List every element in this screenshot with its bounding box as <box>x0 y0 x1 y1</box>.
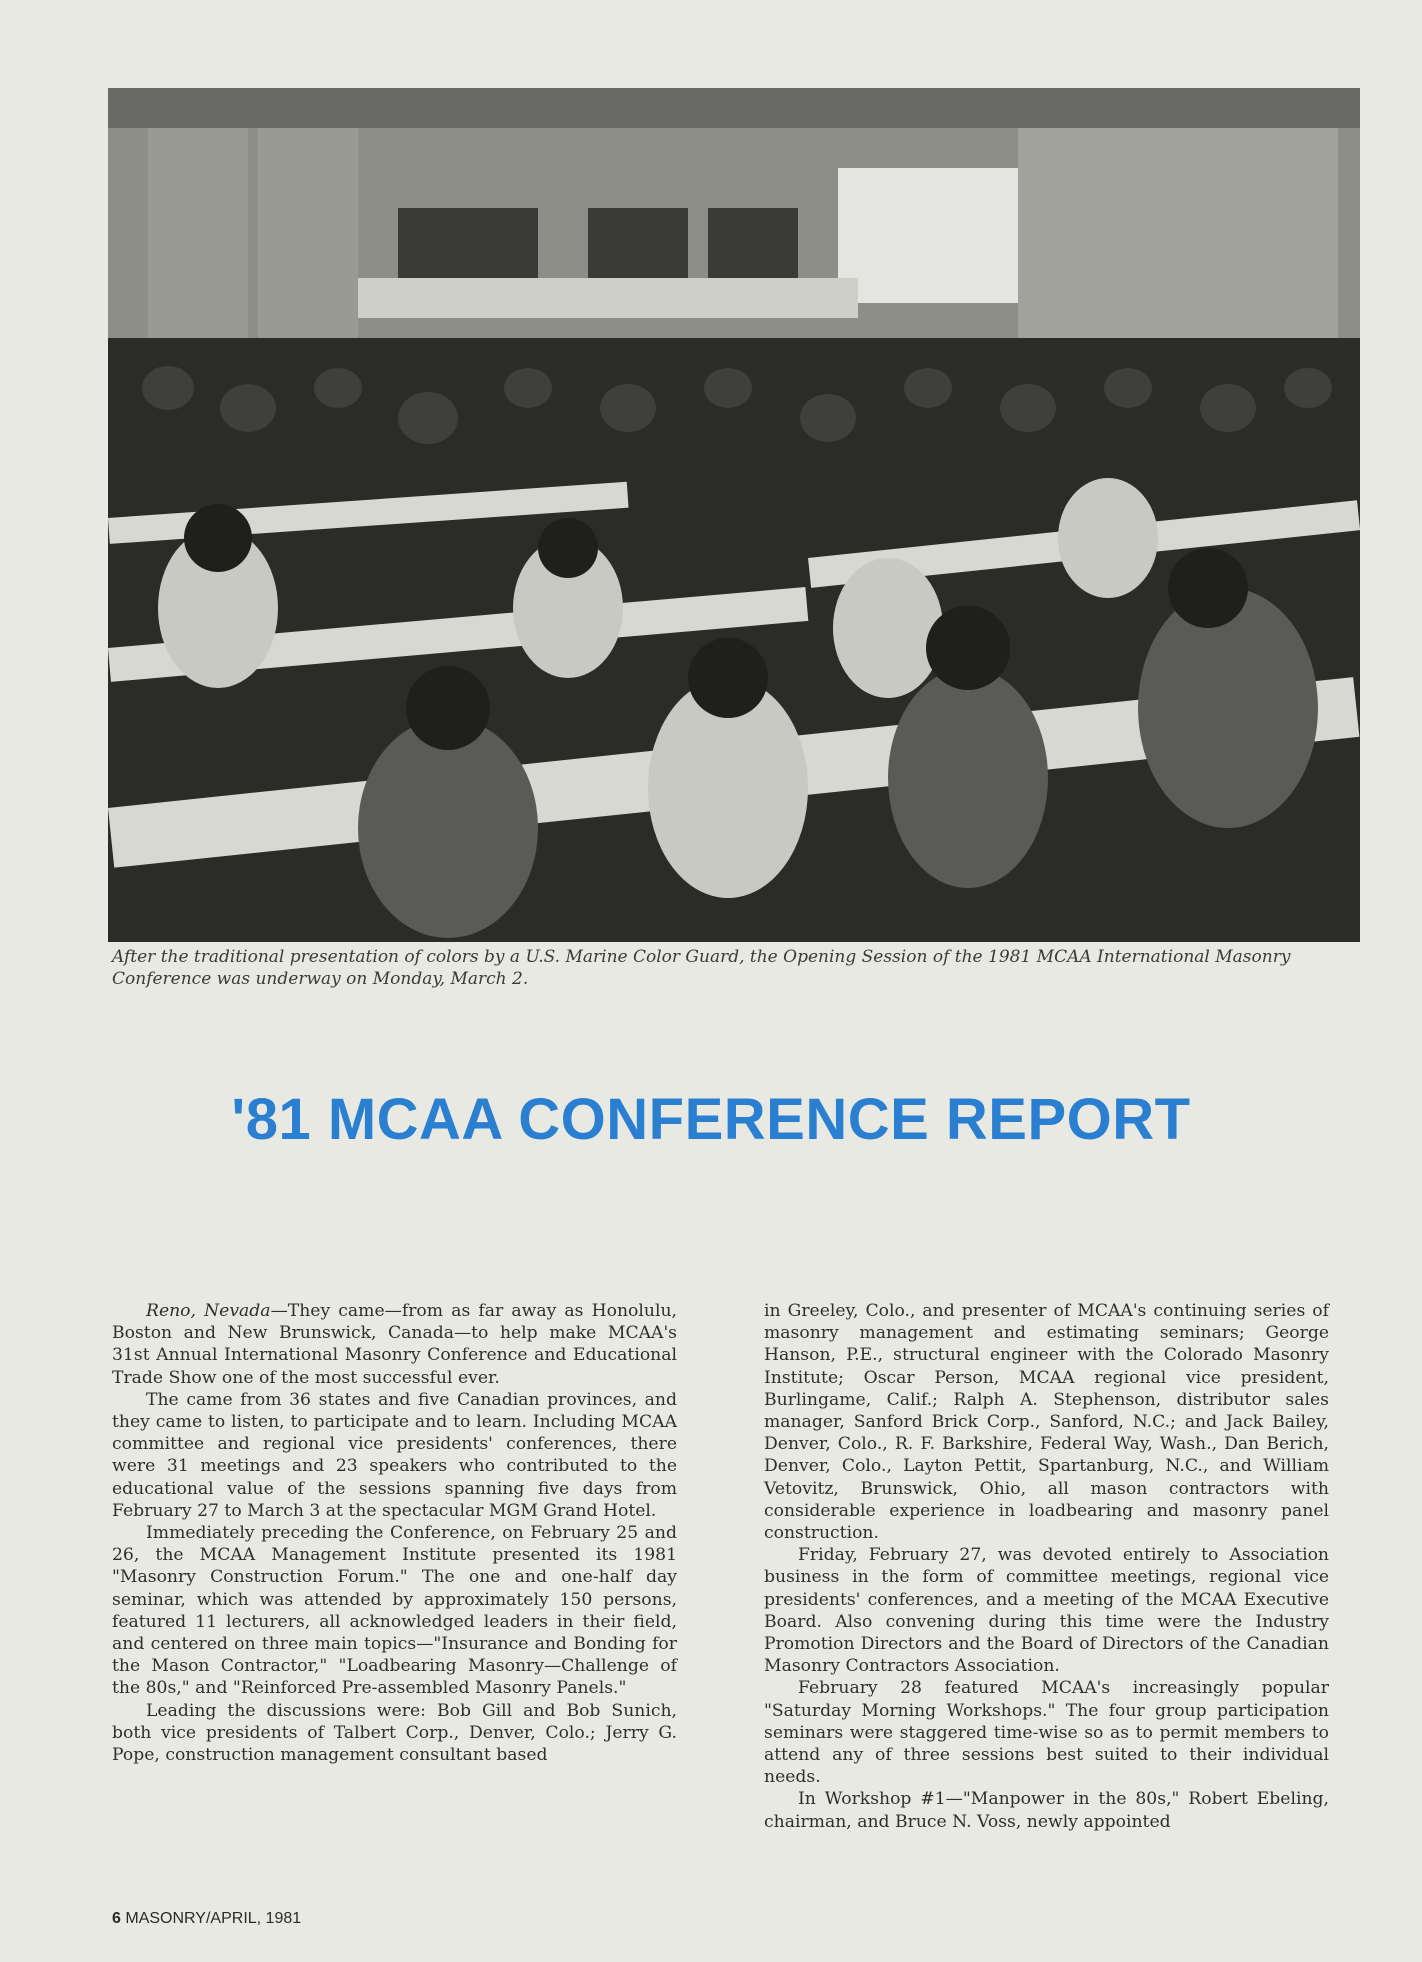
article-headline: '81 MCAA CONFERENCE REPORT <box>231 1087 1191 1152</box>
article-column-left <box>112 1300 677 1766</box>
article-paragraph: Friday, February 27, was devoted entirely to Association business in the form of committee meetings, regional vice presidents' conferences, and a meeting of the MCAA Executive Board. Also convening during this time were the Industry Promotion Directors and the Board of Directors of the Canadian Masonry Contractors Association. <box>764 1545 1329 1677</box>
article-paragraph: Reno, Nevada—They came—from as far away as Honolulu, Boston and New Brunswick, Canada—to help make MCAA's 31st Annual International Masonry Conference and Educational Trade Show one of the most successful ever. <box>112 1301 677 1388</box>
publication-name: MASONRY/APRIL, 1981 <box>125 1910 302 1927</box>
page-footer <box>112 1910 301 1928</box>
article-column-right <box>764 1300 1329 1833</box>
article-paragraph: Immediately preceding the Conference, on February 25 and 26, the MCAA Management Institute presented its 1981 "Masonry Construction Forum." The one and one-half day seminar, which was attended by approximately 150 persons, featured 11 lecturers, all acknowledged leaders in their field, and centered on three main topics—"Insurance and Bonding for the Mason Contractor," "Loadbearing Masonry—Challenge of the 80s," and "Reinforced Pre-assembled Masonry Panels." <box>112 1523 677 1699</box>
article-paragraph: February 28 featured MCAA's increasingly popular "Saturday Morning Workshops." The four group participation seminars were staggered time-wise so as to permit members to attend any of three sessions best suited to their individual needs. <box>764 1678 1329 1788</box>
page-number: 6 <box>112 1910 121 1927</box>
photo-caption: After the traditional presentation of colors by a U.S. Marine Color Guard, the Opening Session of the 1981 MCAA International Masonry Conference was underway on Monday, March 2. <box>112 947 1291 989</box>
article-paragraph-continued: in Greeley, Colo., and presenter of MCAA's continuing series of masonry management and estimating seminars; George Hanson, P.E., structural engineer with the Colorado Masonry Institute; Oscar Person, MCAA regional vice president, Burlingame, Calif.; Ralph A. Stephenson, distributor sales manager, Sanford Brick Corp., Sanford, N.C.; and Jack Bailey, Denver, Colo., R. F. Barkshire, Federal Way, Wash., Dan Berich, Denver, Colo., Layton Pettit, Spartanburg, N.C., and William Vetovitz, Brunswick, Ohio, all mason contractors with considerable experience in loadbearing and masonry panel construction. <box>764 1301 1329 1544</box>
conference-photo <box>108 88 1360 942</box>
article-paragraph: Leading the discussions were: Bob Gill and Bob Sunich, both vice presidents of Talbert Corp., Denver, Colo.; Jerry G. Pope, construction management consultant based <box>112 1700 677 1766</box>
conference-hall-illustration <box>108 88 1360 942</box>
dateline: Reno, Nevada <box>146 1301 271 1321</box>
article-paragraph: The came from 36 states and five Canadian provinces, and they came to listen, to participate and to learn. Including MCAA committee and regional vice presidents' conferences, there were 31 meetings and 23 speakers who contributed to the educational value of the sessions spanning five days from February 27 to March 3 at the spectacular MGM Grand Hotel. <box>112 1389 677 1521</box>
article-paragraph: In Workshop #1—"Manpower in the 80s," Robert Ebeling, chairman, and Bruce N. Voss, newly appointed <box>764 1789 1329 1832</box>
